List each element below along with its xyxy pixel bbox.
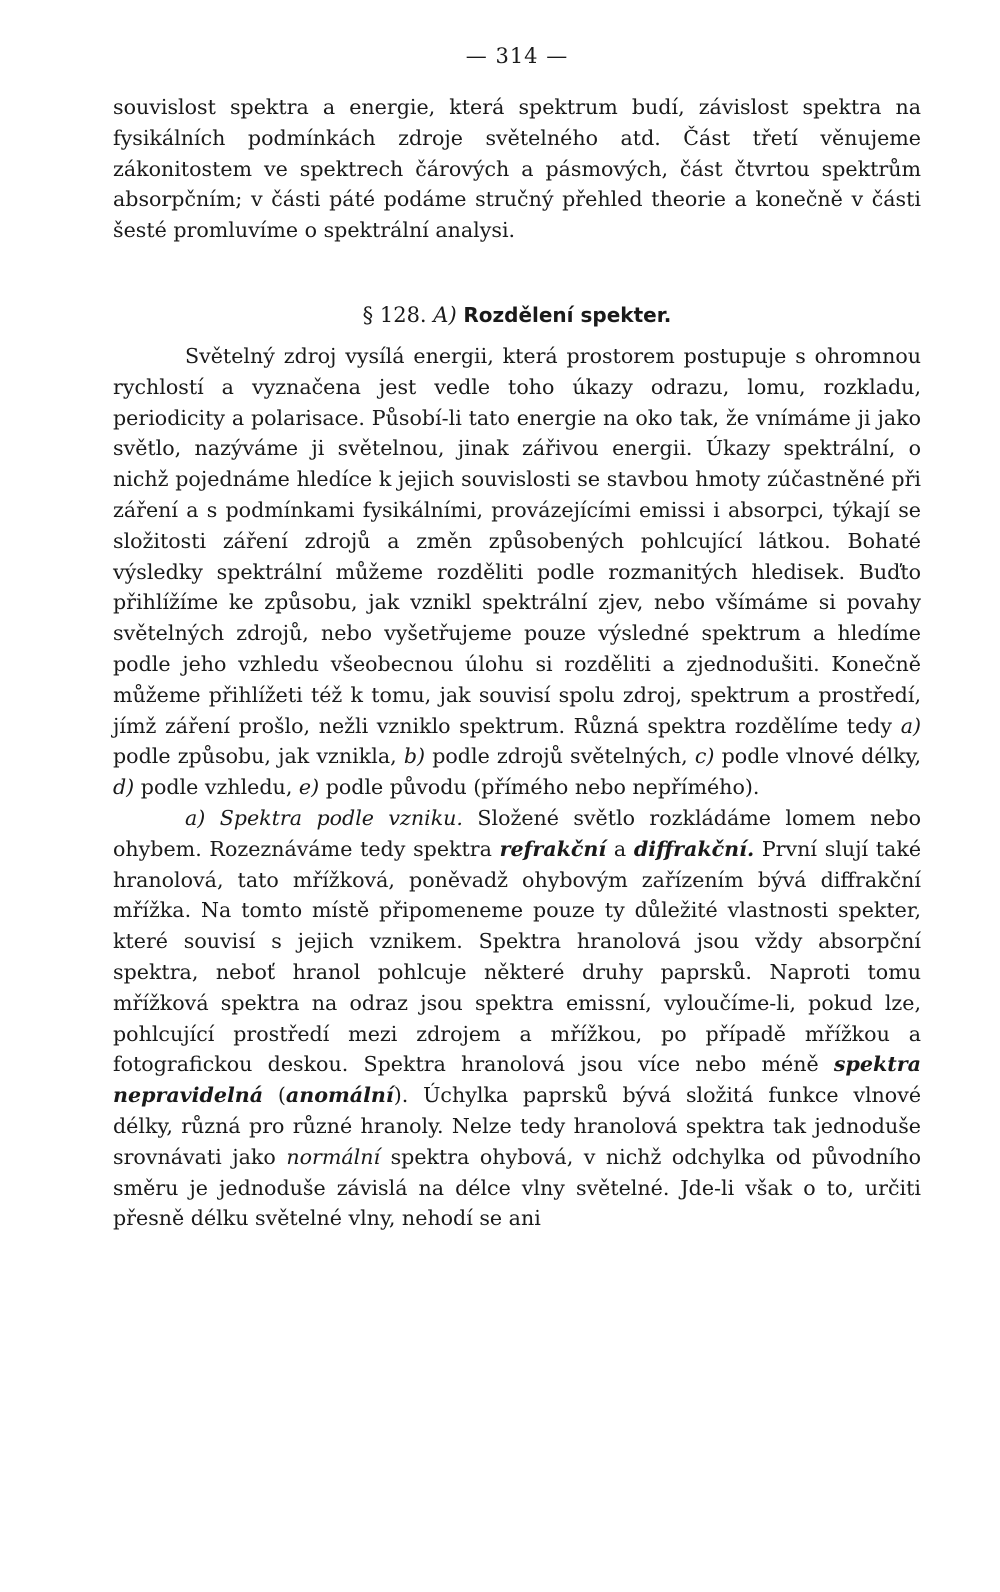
class-e-label: e) [298,775,320,800]
class-c-text: podle vlnové délky, [721,744,922,769]
section-heading [113,300,921,330]
document-page [113,38,921,1234]
class-d-text: podle vzhledu, [140,775,293,800]
class-d-label: d) [113,775,135,800]
intro-paragraph: souvislost spektra a energie, která spektrum budí, závislost spektra na fysikálních podmínkách zdroje světelného atd. Část třetí věnujeme zákonitostem ve spektrech čárových a pásmových, část čtvrtou spektrům absorpčním; v části páté podáme stručný přehled theorie a konečně v části šesté promluvíme o spektrální analysi. [113,95,921,243]
section-title: Rozdělení spekter. [463,302,672,327]
paragraph-text: Světelný zdroj vysílá energii, která prostorem postupuje s ohromnou rychlostí a vyznačena jest vedle toho úkazy odrazu, lomu, rozkladu, periodicity a polarisace. Působí-li tato energie na oko tak, že vnímáme ji jako světlo, nazýváme ji světelnou, jinak zářivou energii. Úkazy spektrální, o nichž pojednáme hledíce k jejich souvislosti se stavbou hmoty zúčastněné při záření a s podmínkami fysikálními, provázejícími emissi i absorpci, týkají se složitosti záření zdrojů a změn způsobených pohlcující látkou. Bohaté výsledky spektrální můžeme rozděliti podle rozmanitých hledisek. Buďto přihlížíme ke způsobu, jak vznikl spektrální zjev, nebo všímáme si povahy světelných zdrojů, nebo vyšetřujeme pouze výsledné spektrum a hledíme podle jeho vzhledu všeobecnou úlohu si rozděliti a zjednodušiti. Konečně můžeme přihlížeti též k tomu, jak souvisí spolu zdroj, spektrum a prostředí, jímž záření prošlo, nežli vzniklo spektrum. Různá spektra rozdělíme tedy [113,343,921,738]
class-a-label: a) [900,713,921,738]
paragraph-text: Úchylka paprsků bývá složitá funkce vlnové délky, různá pro různé hranoly. Nelze tedy hranolová spektra tak jednoduše srovnávati jako [113,1083,922,1169]
page-number: — 314 — [465,44,569,68]
paren-close: ). [393,1083,409,1108]
paragraph-spectra-by-origin [113,803,921,1234]
term-anomalous: anomální [285,1083,394,1108]
section-label: A) [433,302,457,327]
term-refraction: refrakční [499,836,607,861]
paren-open: ( [277,1083,286,1108]
section-number: § 128. [362,302,427,327]
paragraph-text: Složené světlo rozkládáme lomem nebo ohybem. Rozeznáváme tedy spektra [113,805,922,861]
class-e-text: podle původu (přímého nebo nepřímého). [325,775,760,800]
term-irregular-spectra: spektra nepravidelná [113,1052,921,1108]
paragraph-spectra-overview [113,341,921,803]
term-diffraction: diffrakční. [633,836,755,861]
class-b-text: podle zdrojů světelných, [432,744,688,769]
class-b-label: b) [403,744,426,769]
class-a-text: podle způsobu, jak vznikla, [113,744,397,769]
subsection-label: a) [185,805,206,830]
subsection-heading: Spektra podle vzniku. [219,805,463,830]
paragraph-text: spektra ohybová, v nichž odchylka od původního směru je jednoduše závislá na délce vlny světelné. Jde-li však o to, určiti přesně délku světelné vlny, nehodí se ani [113,1144,922,1231]
paragraph-text: První slují také hranolová, tato mřížková, poněvadž ohybovým zařízením bývá diffrakční mřížka. Na tomto místě připomeneme pouze ty důležité vlastnosti spekter, které souvisí s jejich vznikem. Spektra hranolová jsou vždy absorpční spektra, neboť hranol pohlcuje některé druhy paprsků. Naproti tomu mřížková spektra na odraz jsou spektra emissní, vyloučíme-li, pokud lze, pohlcující prostředí mezi zdrojem a mřížkou, po případě mřížkou a fotografickou deskou. Spektra hranolová jsou více nebo méně [113,836,922,1077]
class-c-label: c) [694,744,715,769]
term-normal: normální [286,1144,381,1169]
conjunction: a [613,836,627,861]
